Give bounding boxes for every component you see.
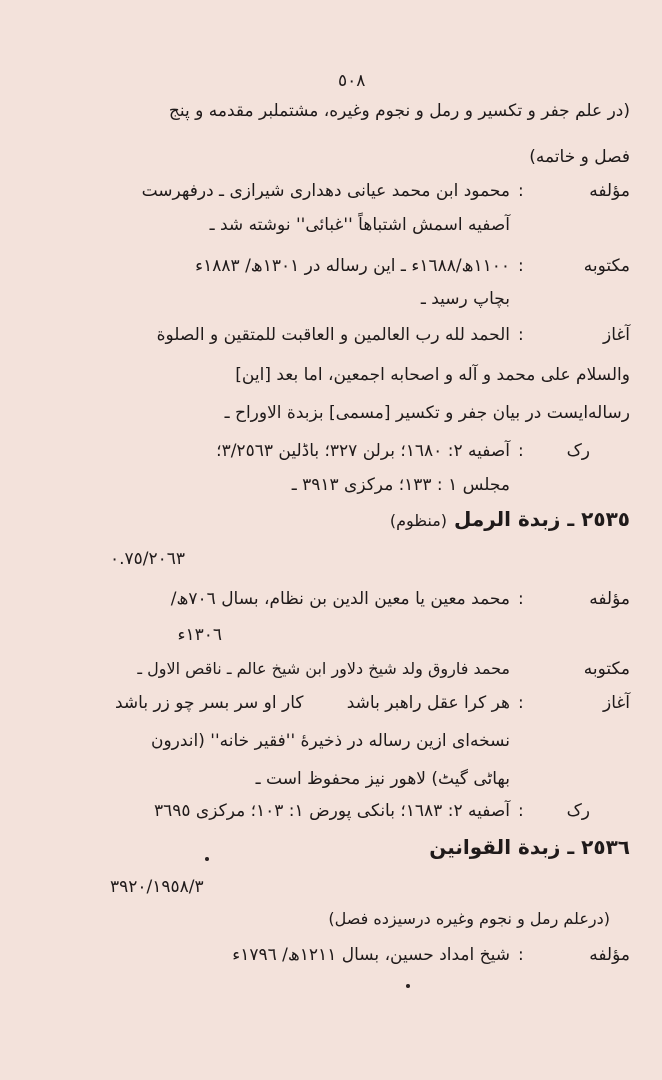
- entry-number: ٢٥٣٥: [581, 507, 630, 531]
- field-label-reference: رک: [566, 801, 590, 821]
- field-colon: :: [518, 589, 524, 609]
- entry-reference-code: ٠.٧٥/٢٠٦٣: [110, 549, 186, 569]
- field-value-line: بچاپ رسید ـ: [420, 289, 510, 309]
- field-value-line: هر کرا عقل راهبر باشد کار او سر بسر چو زر باشد: [114, 693, 510, 713]
- field-colon: :: [518, 441, 524, 461]
- field-colon: :: [518, 945, 524, 965]
- field-label-scribed: مکتوبه: [583, 659, 630, 679]
- field-value-line: والسلام علی محمد و آله و اصحابه اجمعین، اما بعد [این]: [235, 365, 630, 385]
- field-colon: :: [518, 256, 524, 276]
- entry-intro-line: فصل و خاتمه): [529, 147, 630, 167]
- field-colon: :: [518, 801, 524, 821]
- entry-title-note: (منظوم): [389, 511, 448, 530]
- field-label-scribed: مکتوبه: [583, 256, 630, 276]
- entry-heading: ٢٥٣٥ ـ زبدة الرمل (منظوم): [389, 507, 630, 531]
- field-colon: :: [518, 693, 524, 713]
- field-value-line: بهاٹی گیٹ) لاهور نیز محفوظ است ـ: [255, 769, 510, 789]
- field-value-line: الحمد لله رب العالمین و العاقبت للمتقین و الصلوة: [156, 325, 510, 345]
- entry-heading: ٢٥٣٦ ـ زبدة القوانین: [429, 835, 630, 859]
- field-value-line: محمد فاروق ولد شیخ دلاور ابن شیخ عالم ـ ناقص الاول ـ: [137, 659, 510, 678]
- page-number: ٥٠٨: [338, 71, 366, 91]
- field-label-beginning: آغاز: [602, 325, 630, 345]
- field-value-line: شیخ امداد حسین، بسال ١٢١١ھ/ ١٧٩٦ء: [232, 945, 510, 965]
- field-value-line: ١١٠٠ھ/١٦٨٨ء ـ این رساله در ١٣٠١ھ/ ١٨٨٣ء: [195, 256, 510, 276]
- print-speck: [406, 984, 410, 988]
- field-colon: :: [518, 181, 524, 201]
- field-value-line: محمود ابن محمد عیانی دهداری شیرازی ـ درفهرست: [141, 181, 510, 201]
- field-value-line: مجلس ١ : ١٣٣؛ مرکزی ٣٩١٣ ـ: [291, 475, 510, 495]
- entry-title: زبدة الرمل: [454, 507, 561, 531]
- field-label-beginning: آغاز: [602, 693, 630, 713]
- field-label-author: مؤلفه: [589, 181, 630, 201]
- field-label-author: مؤلفه: [589, 589, 630, 609]
- entry-intro-line: (درعلم رمل و نجوم وغیره درسیزده فصل): [328, 909, 610, 928]
- field-value-line: ١٣٠٦ء: [177, 625, 222, 645]
- field-value-line: نسخه‌ای ازین رساله در ذخیرهٔ ''فقیر خانه'' (اندرون: [150, 731, 510, 751]
- field-value-line: آصفیه ٢: ١٦٨٠؛ برلن ٣٢٧؛ باڈلین ٣/٢٥٦٣؛: [216, 441, 510, 461]
- field-label-author: مؤلفه: [589, 945, 630, 965]
- entry-number: ٢٥٣٦: [581, 835, 630, 859]
- entry-intro-line: (در علم جفر و تکسیر و رمل و نجوم وغیره، مشتملبر مقدمه و پنج: [168, 101, 630, 121]
- entry-reference-code: ٣٩٢٠/١٩٥٨/٣: [110, 877, 204, 897]
- entry-title: زبدة القوانین: [429, 835, 561, 859]
- field-colon: :: [518, 325, 524, 345]
- field-value-line: محمد معین یا معین الدین بن نظام، بسال ٧٠٦ھ/: [170, 589, 510, 609]
- field-value-line: آصفیه ٢: ١٦٨٣؛ بانکی پورض ١: ١٠٣؛ مرکزی ٣٦٩٥: [153, 801, 510, 821]
- field-label-reference: رک: [566, 441, 590, 461]
- field-value-line: آصفیه اسمش اشتباهاً ''غبائی'' نوشته شد ـ: [209, 215, 510, 235]
- field-value-line: رساله‌ایست در بیان جفر و تکسیر [مسمی] بزبدة الاوراح ـ: [224, 403, 630, 423]
- print-speck: [205, 857, 209, 861]
